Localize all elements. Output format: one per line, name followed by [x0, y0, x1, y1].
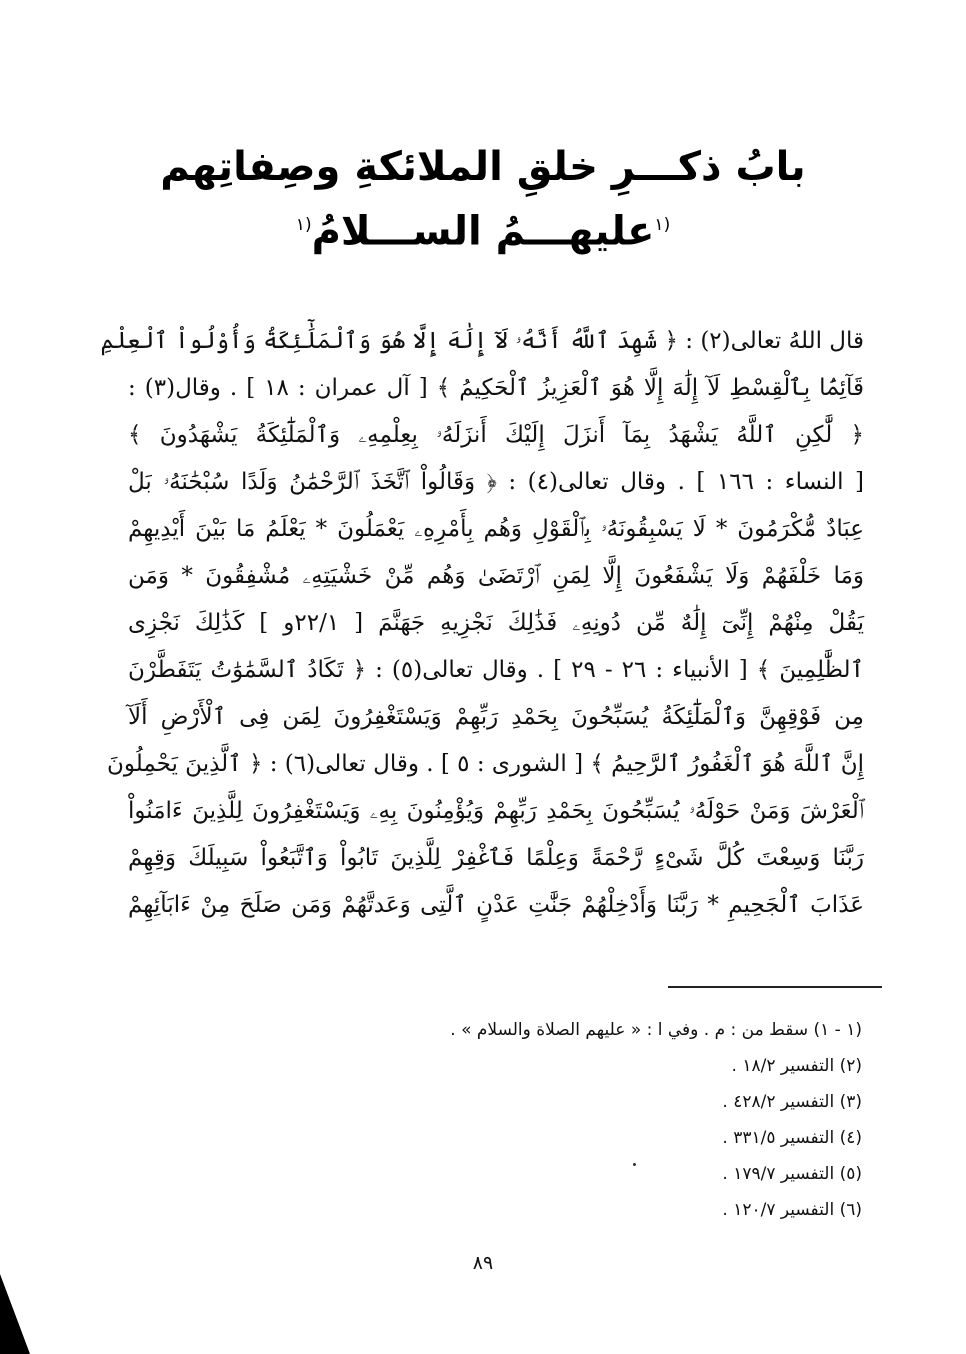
- scan-edge-shadow: [0, 1274, 30, 1354]
- text-line: وَمَا خَلْفَهُمْ وَلَا يَشْفَعُونَ إِلَّا لِمَنِ ٱرْتَضَىٰ وَهُم مِّنْ خَشْيَتِهِۦ مُشْفِقُونَ * وَمَن: [128, 563, 864, 589]
- text-line: ﴿ لَّٰكِنِ ٱللَّهُ يَشْهَدُ بِمَآ أَنزَلَ إِلَيْكَ أَنزَلَهُۥ بِعِلْمِهِۦ وَٱلْمَلَٰٓئِكَةُ يَشْهَدُونَ ﴾: [128, 422, 864, 448]
- page-number: ٨٩: [472, 1252, 494, 1274]
- footnote-ref-open: (١: [654, 215, 671, 235]
- chapter-title-line-2-text: عليهـــمُ الســـلامُ: [311, 208, 655, 255]
- text-line: عِبَادٌ مُّكْرَمُونَ * لَا يَسْبِقُونَهُۥ بِٱلْقَوْلِ وَهُم بِأَمْرِهِۦ يَعْمَلُونَ * يَعْلَمُ مَا بَيْنَ أَيْدِيهِمْ: [128, 516, 864, 542]
- text-line: قال اللهُ تعالى(٢) : ﴿ شَهِدَ ٱللَّهُ أَنَّهُۥ لَآ إِلَٰهَ إِلَّا هُوَ وَٱلْمَلَٰٓئِكَةُ وَأُوْلُواْ ٱلْعِلْمِ: [100, 328, 864, 354]
- chapter-heading: [0, 138, 966, 260]
- text-line: ٱلظَّٰلِمِينَ ﴾ [ الأنبياء : ٢٦ - ٢٩ ] . وقال تعالى(٥) : ﴿ تَكَادُ ٱلسَّمَٰوَٰتُ يَتَفَطَّرْنَ: [128, 657, 864, 683]
- text-line: يَقُلْ مِنْهُمْ إِنِّىٓ إِلَٰهٌ مِّن دُونِهِۦ فَذَٰلِكَ نَجْزِيهِ جَهَنَّمَ [ ٢٢/١و ] كَذَٰلِكَ نَجْزِى: [128, 610, 865, 636]
- footnote-item: (١ - ١) سقط من : م . وفي ا : « عليهم الصلاة والسلام » .: [450, 1020, 862, 1040]
- footnote-item: (٢) التفسير ١٨/٢ .: [731, 1056, 862, 1076]
- footnote-item: (٤) التفسير ٣٣١/٥ .: [722, 1128, 862, 1148]
- text-line: [ النساء : ١٦٦ ] . وقال تعالى(٤) : ﴿ وَقَالُواْ ٱتَّخَذَ ٱلرَّحْمَٰنُ وَلَدًا سُبْحَٰنَهُۥ بَلْ: [128, 469, 864, 495]
- main-text: [100, 318, 865, 929]
- text-line: ٱلْعَرْشَ وَمَنْ حَوْلَهُۥ يُسَبِّحُونَ بِحَمْدِ رَبِّهِمْ وَيُؤْمِنُونَ بِهِۦ وَيَسْتَغْفِرُونَ لِلَّذِينَ ءَامَنُواْ: [128, 798, 864, 824]
- footnote-item: (٦) التفسير ١٢٠/٧ .: [722, 1200, 862, 1220]
- text-line: قَآئِمَۢا بِٱلْقِسْطِ لَآ إِلَٰهَ إِلَّا هُوَ ٱلْعَزِيزُ ٱلْحَكِيمُ ﴾ [ آل عمران : ١٨ ] . وقال(٣) :: [128, 375, 864, 401]
- footnotes: [302, 1012, 862, 1228]
- chapter-title-line-1: بابُ ذكـــرِ خلقِ الملائكةِ وصِفاتِهم: [160, 144, 806, 190]
- footnote-ref-close: (١: [295, 215, 312, 235]
- text-line: عَذَابَ ٱلْجَحِيمِ * رَبَّنَا وَأَدْخِلْهُمْ جَنَّٰتِ عَدْنٍ ٱلَّتِى وَعَدتَّهُمْ وَمَن صَلَحَ مِنْ ءَابَآئِهِمْ: [128, 892, 864, 918]
- footnote-item: (٥) التفسير ١٧٩/٧ .: [722, 1164, 862, 1184]
- chapter-title-line-2: [0, 196, 966, 260]
- footnote-item: (٣) التفسير ٤٢٨/٢ .: [722, 1092, 862, 1112]
- text-line: مِن فَوْقِهِنَّ وَٱلْمَلَٰٓئِكَةُ يُسَبِّحُونَ بِحَمْدِ رَبِّهِمْ وَيَسْتَغْفِرُونَ لِمَن فِى ٱلْأَرْضِ أَلَآ: [128, 704, 864, 730]
- scan-speck: [633, 1163, 636, 1166]
- text-line: رَبَّنَا وَسِعْتَ كُلَّ شَىْءٍ رَّحْمَةً وَعِلْمًا فَٱغْفِرْ لِلَّذِينَ تَابُواْ وَٱتَّبَعُواْ سَبِيلَكَ وَقِهِمْ: [128, 845, 864, 871]
- text-line: إِنَّ ٱللَّهَ هُوَ ٱلْغَفُورُ ٱلرَّحِيمُ ﴾ [ الشورى : ٥ ] . وقال تعالى(٦) : ﴿ ٱلَّذِينَ يَحْمِلُونَ: [106, 751, 864, 777]
- footnote-divider: [668, 986, 882, 988]
